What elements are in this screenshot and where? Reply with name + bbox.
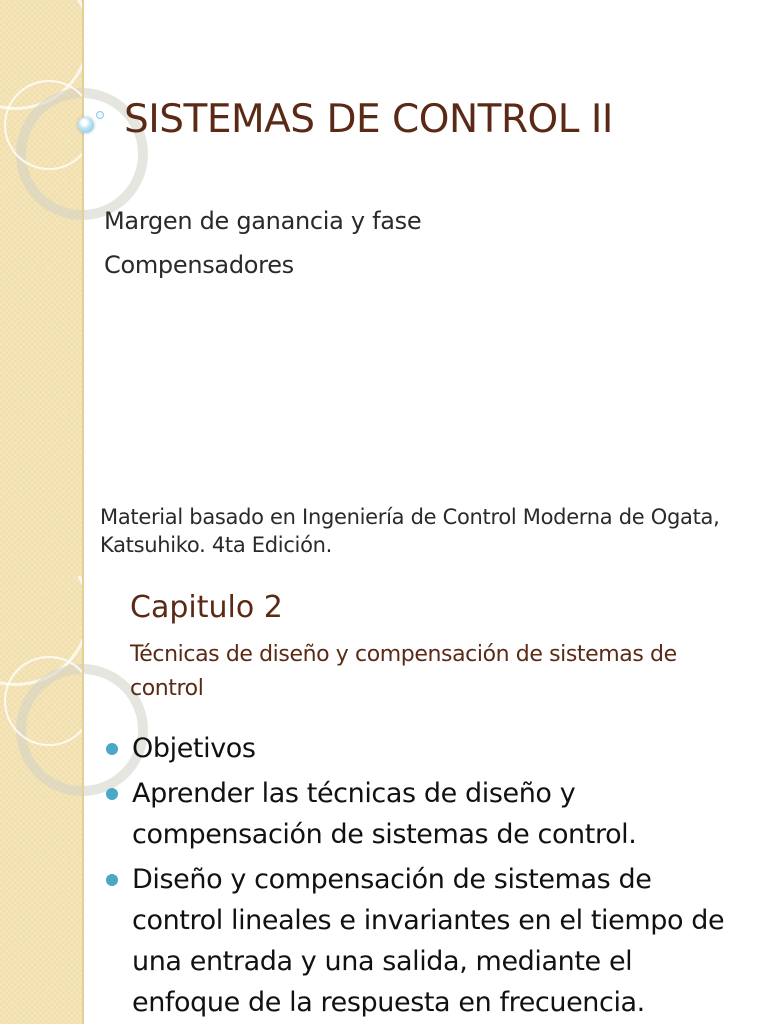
bullet-item: Diseño y compensación de sistemas de control lineales e invariantes en el tiempo de una entrada y una salida, mediante el enfoque de la respuesta en frecuencia.: [105, 859, 745, 1023]
decorative-side-band: [0, 0, 84, 576]
chapter-subtitle: Técnicas de diseño y compensación de sistemas de control: [130, 642, 677, 701]
bullet-item: Objetivos: [105, 728, 745, 769]
decorative-bubble-small-icon: [96, 111, 104, 119]
decorative-ring: [0, 0, 90, 110]
source-credit: Material basado en Ingeniería de Control Moderna de Ogata, Katsuhiko. 4ta Edición.: [100, 505, 720, 557]
chapter-title: Capitulo 2: [130, 590, 283, 625]
decorative-ring: [4, 656, 94, 746]
decorative-side-band: [0, 576, 84, 1024]
decorative-ring: [0, 576, 90, 686]
bullet-item: Aprender las técnicas de diseño y compensación de sistemas de control.: [105, 773, 745, 855]
slide-title-text: SISTEMAS DE CONTROL II: [124, 97, 613, 142]
decorative-bubble-icon: [78, 117, 94, 133]
bullet-list: [105, 728, 745, 1027]
subtitle-line: Margen de ganancia y fase: [104, 207, 422, 235]
subtitle-line: Compensadores: [104, 251, 294, 279]
